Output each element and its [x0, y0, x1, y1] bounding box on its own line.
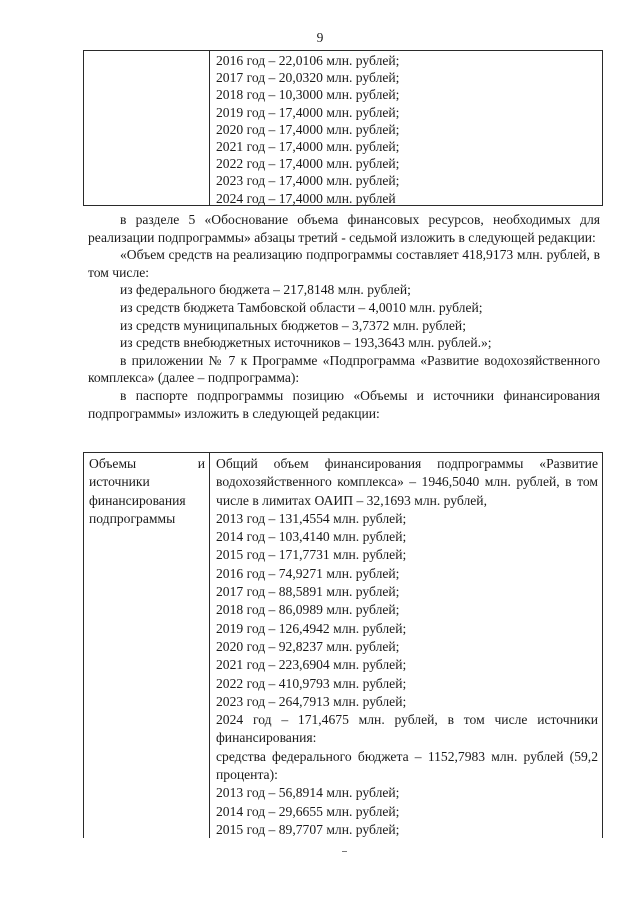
- passport-year-row: 2013 год – 131,4554 млн. рублей;: [216, 510, 407, 526]
- passport-year-row: 2020 год – 92,8237 млн. рублей;: [216, 638, 400, 654]
- passport-table-right-cell: [216, 455, 598, 839]
- passport-federal-year-row: 2015 год – 89,7707 млн. рублей;: [216, 821, 400, 837]
- top-table-row: 2020 год – 17,4000 млн. рублей;: [216, 121, 400, 137]
- paragraph-appendix-7: в приложении № 7 к Программе «Подпрограмма «Развитие водохозяйственного комплекса» (далее – подпрограмма):: [88, 352, 600, 386]
- passport-table: [83, 452, 603, 838]
- body-text: [88, 211, 600, 422]
- passport-year-2024: 2024 год – 171,4675 млн. рублей, в том числе источники финансирования:: [216, 712, 598, 746]
- scan-mark: [342, 851, 347, 852]
- passport-year-row: 2016 год – 74,9271 млн. рублей;: [216, 565, 400, 581]
- top-table-row: 2017 год – 20,0320 млн. рублей;: [216, 70, 400, 86]
- top-table-row: 2024 год – 17,4000 млн. рублей: [216, 190, 396, 206]
- top-table-row: 2016 год – 22,0106 млн. рублей;: [216, 53, 400, 68]
- funding-item-federal: из федерального бюджета – 217,8148 млн. рублей;: [120, 282, 411, 298]
- passport-position-label: Объемы и источники финансирования подпрограммы: [89, 456, 205, 526]
- passport-year-row: 2021 год – 223,6904 млн. рублей;: [216, 657, 407, 673]
- top-table-row: 2018 год – 10,3000 млн. рублей;: [216, 87, 400, 103]
- top-table-row: 2019 год – 17,4000 млн. рублей;: [216, 104, 400, 120]
- funding-item-extrabudgetary: из средств внебюджетных источников – 193,3643 млн. рублей.»;: [120, 335, 492, 351]
- passport-year-row: 2014 год – 103,4140 млн. рублей;: [216, 529, 407, 545]
- top-table-row: 2022 год – 17,4000 млн. рублей;: [216, 156, 400, 172]
- page-number: 9: [316, 30, 324, 45]
- paragraph-passport: в паспорте подпрограммы позицию «Объемы и источники финансирования подпрограммы» изложить в следующей редакции:: [88, 387, 600, 421]
- top-table-row: 2021 год – 17,4000 млн. рублей;: [216, 139, 400, 155]
- passport-year-row: 2022 год – 410,9793 млн. рублей;: [216, 675, 407, 691]
- passport-federal-funds: средства федерального бюджета – 1152,7983 млн. рублей (59,2 процента):: [216, 748, 598, 783]
- funding-item-regional: из средств бюджета Тамбовской области – 4,0010 млн. рублей;: [120, 299, 483, 315]
- top-table-left-cell: [84, 51, 210, 205]
- funding-item-municipal: из средств муниципальных бюджетов – 3,7372 млн. рублей;: [120, 317, 466, 333]
- paragraph-section-5: в разделе 5 «Обоснование объема финансовых ресурсов, необходимых для реализации подпрограммы» абзацы третий - седьмой изложить в следующей редакции:: [88, 212, 600, 245]
- passport-year-row: 2023 год – 264,7913 млн. рублей;: [216, 693, 407, 709]
- paragraph-funding-volume: «Объем средств на реализацию подпрограммы составляет 418,9173 млн. рублей, в том числе:: [88, 247, 600, 280]
- passport-federal-year-row: 2014 год – 29,6655 млн. рублей;: [216, 803, 400, 819]
- passport-intro: Общий объем финансирования подпрограммы «Развитие водохозяйственного комплекса» – 1946,5040 млн. рублей, в том числе в лимитах ОАИП – 32,1693 млн. рублей,: [216, 456, 598, 508]
- top-table-right-cell: [216, 52, 598, 207]
- passport-year-row: 2018 год – 86,0989 млн. рублей;: [216, 602, 400, 618]
- passport-table-left-cell: [84, 453, 210, 838]
- passport-year-row: 2015 год – 171,7731 млн. рублей;: [216, 547, 407, 563]
- top-table: [83, 50, 603, 206]
- passport-federal-year-row: 2013 год – 56,8914 млн. рублей;: [216, 785, 400, 801]
- top-table-row: 2023 год – 17,4000 млн. рублей;: [216, 173, 400, 189]
- passport-year-row: 2019 год – 126,4942 млн. рублей;: [216, 620, 407, 636]
- passport-year-row: 2017 год – 88,5891 млн. рублей;: [216, 584, 400, 600]
